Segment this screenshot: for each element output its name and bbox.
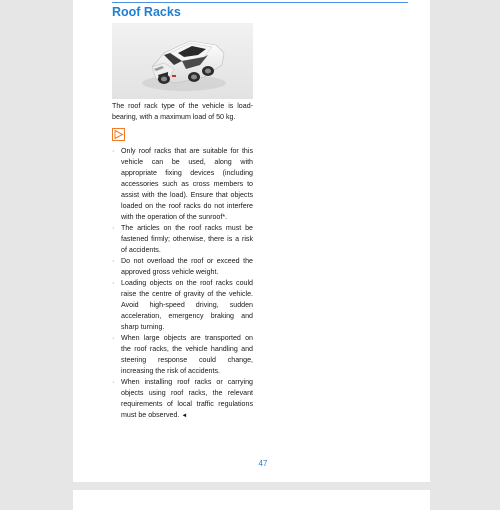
list-item-text: Loading objects on the roof racks could raise the centre of gravity of the vehicle. Avoid high-speed driving, sudden acceleration, emergency braking and sharp turning. — [121, 279, 253, 331]
end-mark: ◄ — [181, 413, 188, 419]
section-title: Roof Racks — [112, 5, 181, 19]
bullet-dot: · — [112, 257, 115, 265]
header-rule — [112, 2, 408, 3]
list-item-text: When installing roof racks or carrying objects using roof racks, the relevant requirements of local traffic regulations must be observed. — [121, 378, 253, 419]
list-item — [112, 256, 253, 278]
warning-list — [112, 146, 253, 422]
list-item — [112, 146, 253, 223]
list-item — [112, 278, 253, 333]
page-number: 47 — [258, 459, 268, 468]
bullet-dot: · — [112, 224, 115, 232]
bullet-dot: · — [112, 334, 115, 342]
bullet-dot: · — [112, 279, 115, 287]
document-page — [73, 0, 430, 482]
list-item — [112, 333, 253, 377]
next-page-edge — [73, 490, 430, 510]
list-item-text: Do not overload the roof or exceed the approved gross vehicle weight. — [121, 257, 253, 276]
list-item — [112, 377, 253, 422]
bullet-dot: · — [112, 378, 115, 386]
car-illustration — [112, 23, 253, 99]
bullet-dot: · — [112, 147, 115, 155]
car-icon — [112, 23, 253, 99]
list-item-text: When large objects are transported on the roof racks, the vehicle handling and steering response could change, increasing the risk of accidents. — [121, 334, 253, 375]
warning-triangle-icon — [112, 128, 125, 141]
list-item-text: Only roof racks that are suitable for this vehicle can be used, along with appropriate fixing devices (including accessories such as cross members to assist with the load). Ensure that objects loaded on the roof racks do not interfere with the operation of the sunroof*. — [121, 147, 253, 221]
list-item-text: The articles on the roof racks must be fastened firmly; otherwise, there is a risk of accidents. — [121, 224, 253, 254]
list-item — [112, 223, 253, 256]
intro-paragraph: The roof rack type of the vehicle is load-bearing, with a maximum load of 50 kg. — [112, 102, 253, 121]
